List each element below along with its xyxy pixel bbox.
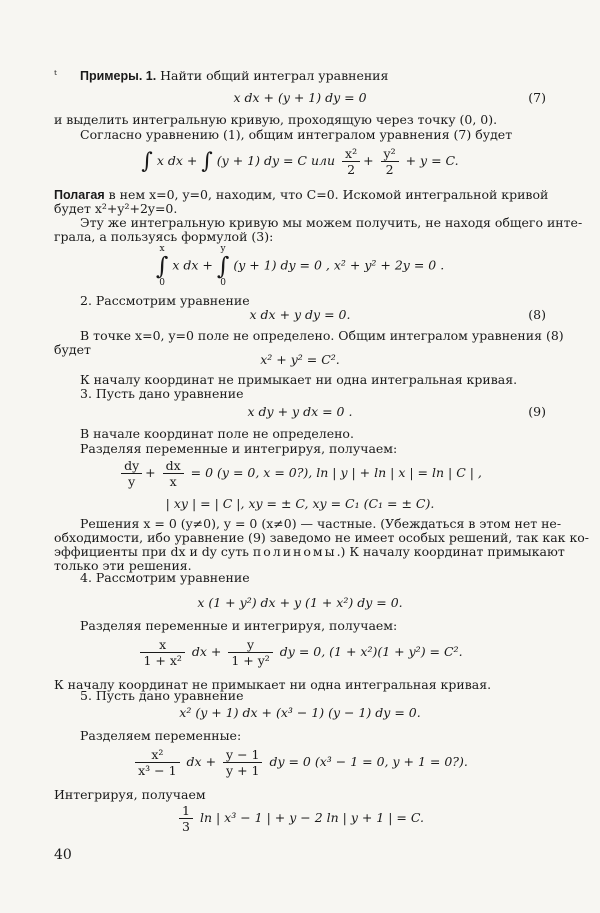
text-line: 2. Рассмотрим уравнение [80, 293, 250, 308]
equation-10: x (1 + y²) dx + y (1 + x²) dy = 0. [197, 595, 403, 610]
equation-7: x dx + (y + 1) dy = 0 (7) [233, 90, 546, 105]
text-line: только эти решения. [54, 558, 192, 573]
margin-mark: ᵗ [54, 68, 57, 82]
text-line: Эту же интегральную кривую мы можем получить, не находя общего инте- [80, 215, 583, 230]
separated-equation-9: $\frac{dy}{y}$ + $\frac{dx}{x}$ = 0 (y = 0, x = 0?), ln | y | + ln | x | = ln | C | , [54, 458, 546, 489]
text-line: Разделяя переменные и интегрируя, получаем: [80, 618, 398, 633]
fraction: $\frac{\text{y²}}{2}$ [381, 146, 399, 177]
text-line: и выделить интегральную кривую, проходящую через точку (0, 0). [54, 112, 498, 127]
text-line: Разделяя переменные и интегрируя, получаем: [80, 441, 398, 456]
text-line: будет [54, 342, 91, 357]
equation-number-7: (7) [528, 90, 546, 105]
equation-9: x dy + y dx = 0 . (9) [247, 404, 546, 419]
text-line: К началу координат не примыкает ни одна интегральная кривая. [54, 677, 492, 692]
fraction: $\frac{\text{x²}}{2}$ [342, 146, 360, 177]
text-line: эффициенты при dx и dy суть полиномы.) К началу координат примыкают [54, 544, 565, 559]
equation-number-8: (8) [528, 307, 546, 322]
examples-heading: Примеры. 1. Найти общий интеграл уравнения [80, 68, 389, 83]
text-line: В точке x=0, y=0 поле не определено. Общим интегралом уравнения (8) [80, 328, 564, 343]
text-line: 5. Пусть дано уравнение [80, 688, 244, 703]
examples-label: Примеры. 1. [80, 69, 157, 83]
solution-9: | xy | = | C |, xy = ± C, xy = C₁ (C₁ = ± C). [165, 496, 435, 511]
integral-sign: ∫ [141, 149, 153, 174]
equation-8-integral: x² + y² = C². [260, 352, 340, 367]
text-line: В начале координат поле не определено. [80, 426, 354, 441]
text-line: Согласно уравнению (1), общим интегралом уравнения (7) будет [80, 127, 513, 142]
fraction: $\frac{y}{\text{1 + y²}}$ [228, 637, 272, 668]
page-number: 40 [54, 847, 72, 863]
text-line: К началу координат не примыкает ни одна интегральная кривая. [80, 372, 518, 387]
fraction: $\frac{dy}{y}$ [121, 458, 142, 489]
text-line: Полагая в нем x=0, y=0, находим, что C=0. Искомой интегральной кривой [54, 187, 549, 202]
equation-number-9: (9) [528, 404, 546, 419]
text-line: 3. Пусть дано уравнение [80, 386, 244, 401]
text-line: 4. Рассмотрим уравнение [80, 570, 250, 585]
text-line: грала, а пользуясь формулой (3): [54, 229, 274, 244]
fraction: $\frac{1}{3}$ [179, 803, 193, 834]
definite-integral-formula: x ∫ 0 x dx + y ∫ 0 (y + 1) dy = 0 , x² + y² + 2y = 0 . [155, 244, 445, 288]
equation-11: x² (y + 1) dx + (x³ − 1) (y − 1) dy = 0. [179, 705, 421, 720]
separated-equation-10: $\frac{x}{\text{1 + x²}}$ dx + $\frac{y}{\text{1 + y²}}$ dy = 0, (1 + x²)(1 + y²) = C². [54, 637, 546, 668]
integral-limits: y ∫ 0 [216, 244, 230, 288]
text-line: будет x²+y²+2y=0. [54, 201, 178, 216]
text-line: обходимости, ибо уравнение (9) заведомо не имеет особых решений, так как ко- [54, 530, 590, 545]
integral-limits: x ∫ 0 [155, 244, 169, 288]
text-line: Решения x = 0 (y≠0), y = 0 (x≠0) — частные. (Убеждаться в этом нет не- [80, 516, 562, 531]
equation-8: x dx + y dy = 0. (8) [249, 307, 546, 322]
integral-sign: ∫ [201, 149, 213, 174]
fraction: $\frac{\text{x²}}{\text{x³ − 1}}$ [135, 747, 179, 778]
separated-equation-11: $\frac{\text{x²}}{\text{x³ − 1}}$ dx + $\frac{y - 1}{y + 1}$ dy = 0 (x³ − 1 = 0, y + 1 = 0?). [54, 747, 546, 778]
general-integral-formula: ∫ x dx + ∫ (y + 1) dy = C или $\frac{\text{x²}}{2}$ + $\frac{\text{y²}}{2}$ + y = C. [141, 146, 459, 177]
fraction: $\frac{y - 1}{y + 1}$ [223, 747, 262, 778]
fraction: $\frac{x}{\text{1 + x²}}$ [140, 637, 184, 668]
final-integral: $\frac{1}{3}$ ln | x³ − 1 | + y − 2 ln | y + 1 | = C. [54, 803, 546, 834]
text-line: Разделяем переменные: [80, 728, 242, 743]
text-line: Интегрируя, получаем [54, 787, 206, 802]
fraction: $\frac{dx}{x}$ [163, 458, 184, 489]
